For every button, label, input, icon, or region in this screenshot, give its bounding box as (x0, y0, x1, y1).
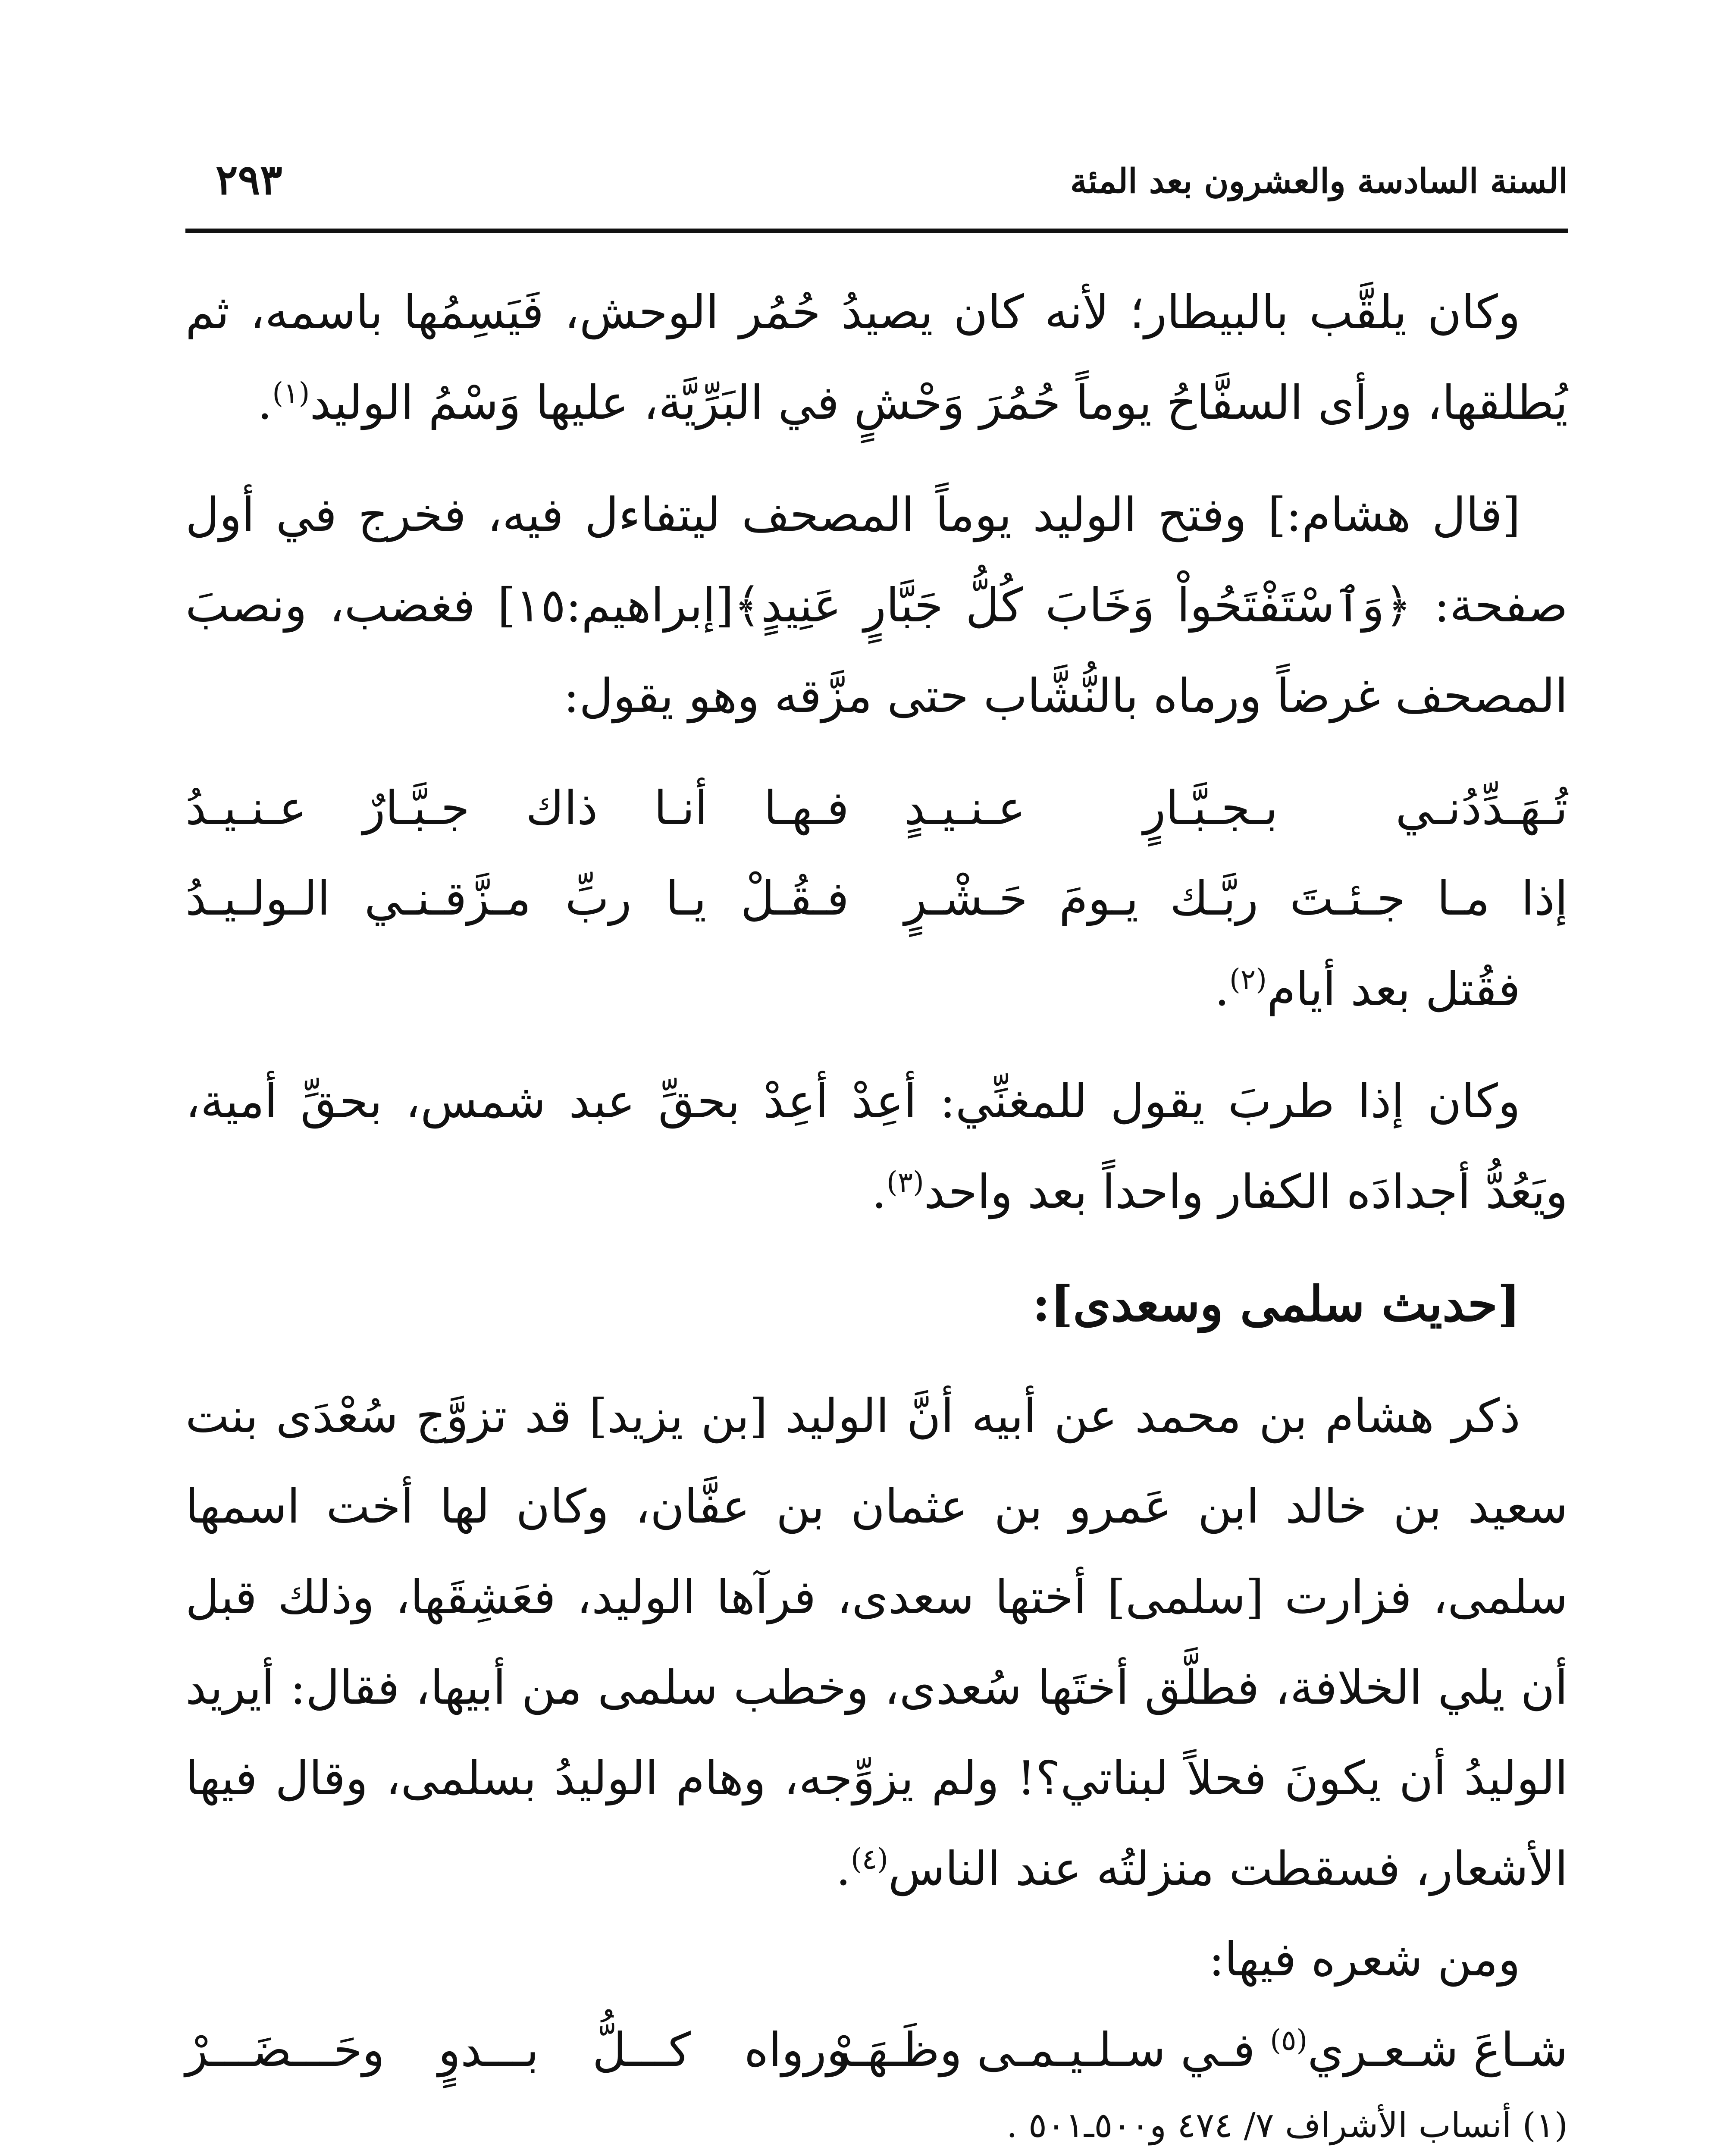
paragraph-3-text: فقُتل بعد أيام (1267, 962, 1520, 1016)
header-title: السنة السادسة والعشرون بعد المئة (1070, 162, 1568, 201)
paragraph-5-text: ذكر هشام بن محمد عن أبيه أنَّ الوليد [بن يزيد] قد تزوَّج سُعْدَى بنت سعيد بن خالد ابن عَمرو بن عثمان بن عفَّان، وكان لها أخت اسمها سلمى، فزارت [سلمى] أختها سعدى، فرآها الوليد، فعَشِقَها، وذلك قبل أن يلي الخلافة، فطلَّق أختَها سُعدى، وخطب سلمى من أبيها، فقال: أيريد الوليدُ أن يكونَ فحلاً لبناتي؟! ولم يزوِّجه، وهام الوليدُ بسلمى، وقال فيها الأشعار، فسقطت منزلتُه عند الناس (185, 1389, 1568, 1896)
paragraph-1-end: . (257, 376, 273, 430)
paragraph-3 (185, 944, 1568, 1035)
paragraph-2-text: [قال هشام:] وفتح الوليد يوماً المصحف ليتفاءل فيه، فخرج في أول صفحة: (185, 488, 1568, 633)
paragraph-1-text: وكان يلقَّب بالبيطار؛ لأنه كان يصيدُ حُمُر الوحش، فَيَسِمُها باسمه، ثم يُطلقها، ورأى السفَّاحُ يوماً حُمُرَ وَحْشٍ في البَرِّيَّة، عليها وَسْمُ الوليد (185, 285, 1568, 430)
paragraph-2 (185, 470, 1568, 742)
verse-3 (185, 2005, 1568, 2096)
section-heading: [حديث سلمى وسعدى]: (1032, 1276, 1520, 1332)
verse-1 (185, 763, 1568, 854)
footnote-ref-4: (٤) (850, 1843, 888, 1876)
paragraph-4-text: وكان إذا طربَ يقول للمغنِّي: أعِدْ أعِدْ بحقِّ عبد شمس، بحقِّ أمية، ويَعُدُّ أجدادَه الكفار واحداً بعد واحد (185, 1075, 1568, 1219)
footnote-ref-1: (١) (272, 376, 310, 410)
verse-1-first-hemistich: تُـهَـدِّدُنـي بـجـبَّـارٍ عـنـيـدٍ (904, 781, 1568, 835)
gap (185, 1035, 1568, 1056)
footnotes (185, 2096, 1568, 2156)
paragraph-5-end: . (836, 1842, 851, 1896)
paragraph-1 (185, 267, 1568, 448)
verse-2-first-hemistich: إذا مـا جـئـتَ ربَّـك يـومَ حَـشْـرٍ (904, 872, 1568, 926)
verse-3-first-part: شـاعَ شـعـري (1307, 2023, 1568, 2077)
main-text (185, 267, 1568, 2096)
verse-2 (185, 854, 1568, 944)
footnote-ref-3: (٣) (886, 1166, 924, 1199)
running-header (185, 155, 1568, 203)
gap (185, 1350, 1568, 1371)
verse-2-second-hemistich: فـقُـلْ يـا ربِّ مـزَّقـنـي الـولـيـدُ (185, 872, 849, 926)
gap (185, 448, 1568, 470)
verse-3-first-hemistich (828, 2005, 1568, 2096)
verse-1-second-hemistich: فـهـا أنـا ذاك جـبَّـارٌ عـنـيـدُ (185, 781, 849, 835)
paragraph-5 (185, 1371, 1568, 1915)
paragraph-6: ومن شعره فيها: (1209, 1933, 1520, 1987)
verse-3-second-hemistich: ورواه كـــلُّ بـــدوٍ وحَـــضَـــرْ (185, 2023, 849, 2077)
gap (185, 742, 1568, 763)
verse-3-first-rest: فـي سـلـيـمـى وظَـهَـرْ (828, 2023, 1270, 2077)
quran-quote: ﴿وَٱسْتَفْتَحُواْ وَخَابَ كُلُّ جَبَّارٍ عَنِيدٍ﴾ (733, 579, 1412, 633)
header-rule (185, 229, 1568, 233)
paragraph-4 (185, 1056, 1568, 1238)
footnote-1: (١) أنساب الأشراف ٧/ ٤٧٤ و٥٠٠ـ٥٠١ . (1006, 2105, 1568, 2145)
gap (185, 1238, 1568, 1259)
footnote-ref-5: (٥) (1270, 2024, 1308, 2057)
paragraph-4-end: . (871, 1165, 887, 1219)
paragraph-2-rest: [إبراهيم:١٥] فغضب، ونصبَ المصحف غرضاً ورماه بالنُّشَّاب حتى مزَّقه وهو يقول: (185, 579, 1568, 723)
footnote-ref-2: (٢) (1229, 963, 1267, 996)
paragraph-3-end: . (1214, 962, 1230, 1016)
page-number: ٢٩٣ (216, 155, 282, 204)
